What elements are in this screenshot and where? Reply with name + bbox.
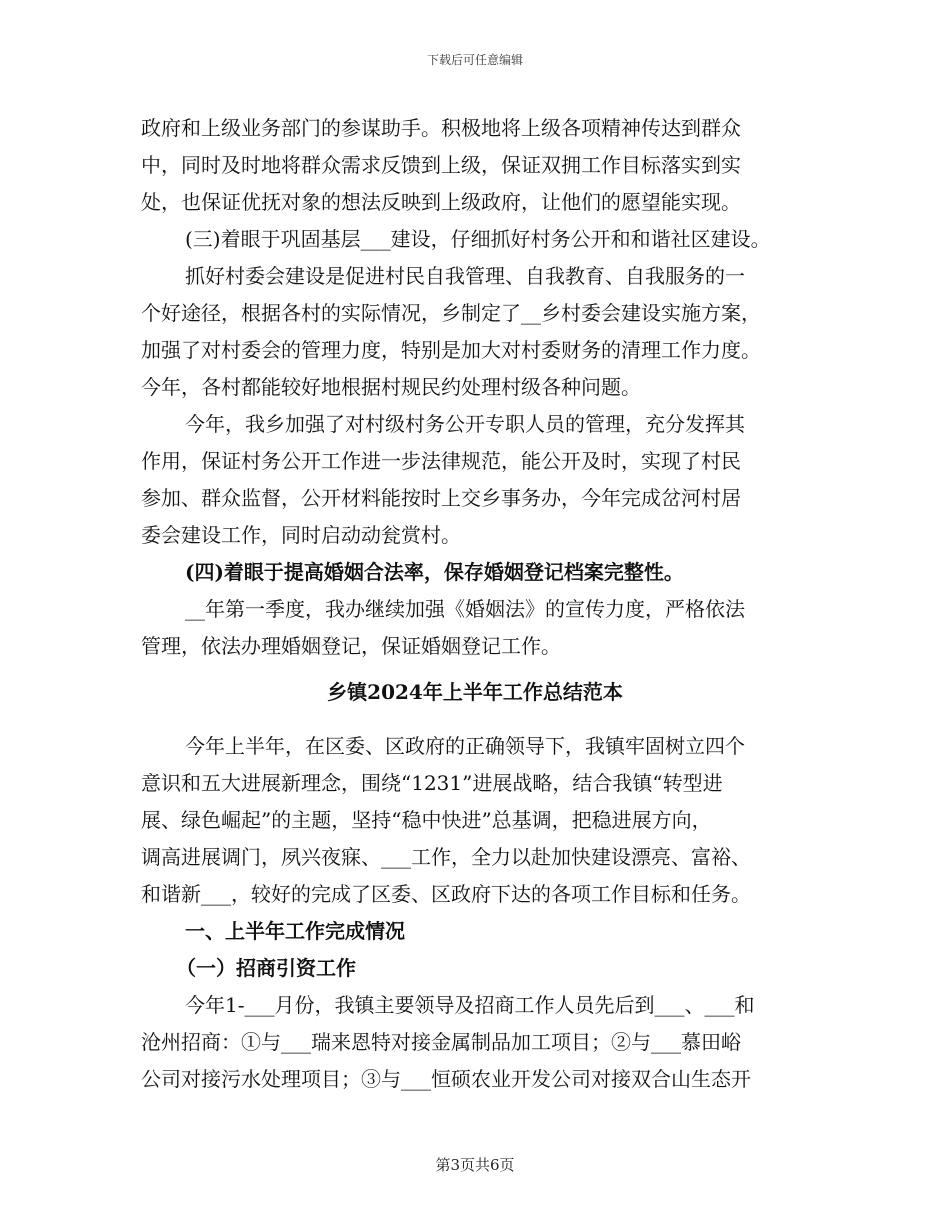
text-line: 加强了对村委会的管理力度，特别是加大对村委财务的清理工作力度。	[141, 338, 761, 362]
text-line: 中，同时及时地将群众需求反馈到上级，保证双拥工作目标落实到实	[141, 153, 741, 177]
text-line: __年第一季度，我办继续加强《婚姻法》的宣传力度，严格依法	[185, 597, 745, 621]
text-line: 今年上半年，在区委、区政府的正确领导下，我镇牢固树立四个	[185, 734, 745, 758]
text-line: 调高进展调门，夙兴夜寐、___工作，全力以赴加快建设漂亮、富裕、	[141, 845, 751, 869]
page-footer: 第3页共6页	[435, 1156, 515, 1174]
section-heading: 一、上半年工作完成情况	[185, 919, 405, 943]
text-line: 和谐新___，较好的完成了区委、区政府下达的各项工作目标和任务。	[141, 882, 751, 906]
text-line: 参加、群众监督，公开材料能按时上交乡事务办，今年完成岔河村居	[141, 486, 741, 510]
text-line: 管理，依法办理婚姻登记，保证婚姻登记工作。	[141, 634, 561, 658]
text-line: 公司对接污水处理项目；③与___恒硕农业开发公司对接双合山生态开	[141, 1067, 751, 1091]
section-heading: (四)着眼于提高婚姻合法率，保存婚姻登记档案完整性。	[185, 560, 684, 584]
text-line: 意识和五大进展新理念，围绕“1231”进展战略，结合我镇“转型进	[141, 771, 723, 795]
subsection-heading: （一）招商引资工作	[176, 956, 356, 980]
text-line: 抓好村委会建设是促进村民自我管理、自我教育、自我服务的一	[185, 264, 745, 288]
text-line: 处，也保证优抚对象的想法反映到上级政府，让他们的愿望能实现。	[141, 190, 741, 214]
text-line: 今年1-___月份，我镇主要领导及招商工作人员先后到___、___和	[185, 993, 755, 1017]
page-header: 下载后可任意编辑	[426, 53, 523, 67]
text-line: 今年，各村都能较好地根据村规民约处理村级各种问题。	[141, 375, 641, 399]
document-title: 乡镇2024年上半年工作总结范本	[327, 680, 623, 704]
text-line: 个好途径，根据各村的实际情况，乡制定了__乡村委会建设实施方案，	[141, 301, 761, 325]
text-line: 作用，保证村务公开工作进一步法律规范，能公开及时，实现了村民	[141, 449, 741, 473]
text-line: 沧州招商：①与___瑞来恩特对接金属制品加工项目；②与___慕田峪	[141, 1030, 741, 1054]
text-line: 今年，我乡加强了对村级村务公开专职人员的管理，充分发挥其	[185, 412, 745, 436]
section-heading: (三)着眼于巩固基层___建设，仔细抓好村务公开和和谐社区建设。	[185, 227, 771, 251]
text-line: 委会建设工作，同时启动动瓮赏村。	[141, 523, 461, 547]
text-line: 展、绿色崛起”的主题，坚持“稳中快进”总基调，把稳进展方向，	[141, 808, 712, 832]
text-line: 政府和上级业务部门的参谋助手。积极地将上级各项精神传达到群众	[141, 116, 741, 140]
